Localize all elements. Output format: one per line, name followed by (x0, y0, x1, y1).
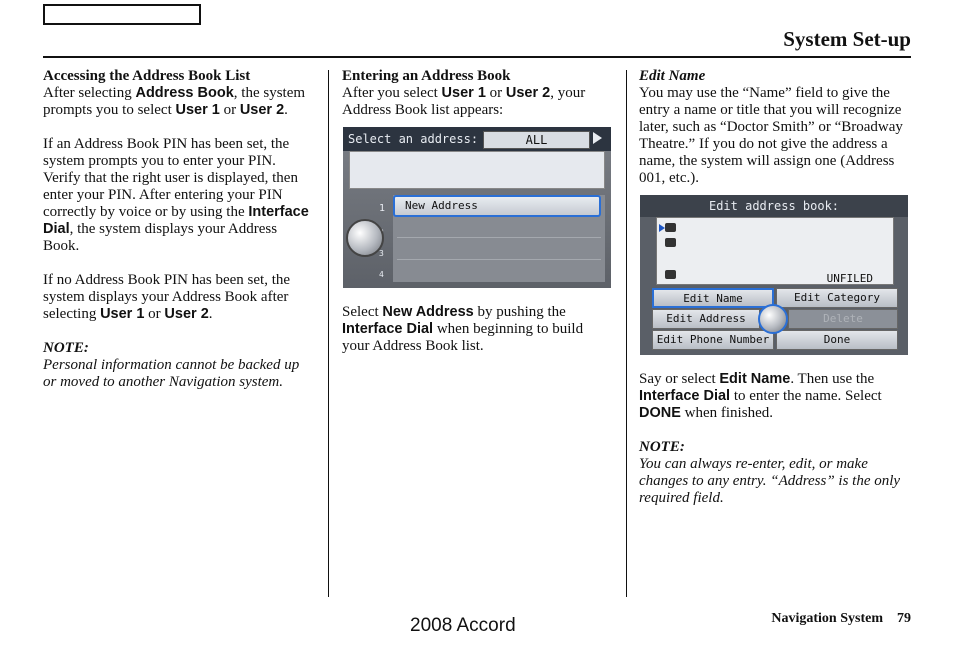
right-arrow-icon[interactable] (593, 132, 602, 144)
column-divider (626, 70, 627, 597)
footer-book-title: Navigation System (771, 611, 883, 626)
note-text: Personal information cannot be backed up or moved to another Navigation system. (43, 357, 300, 390)
paragraph: If an Address Book PIN has been set, the system prompts you to enter your PIN. Verify that the right user is displayed, then enter your PIN. After entering your PIN correctly by voice or by using the Interface Dial, the system displays your Address Book. (43, 136, 309, 254)
address-icon (665, 238, 676, 247)
address-list-screenshot (343, 127, 611, 288)
page-title: System Set-up (783, 27, 911, 51)
address-display-field (349, 151, 605, 189)
paragraph: Select New Address by pushing the Interface Dial when beginning to build your Address Book list. (342, 304, 584, 354)
paragraph: After you select User 1 or User 2, your Address Book list appears: (342, 85, 586, 118)
filter-all-button[interactable]: ALL (483, 131, 590, 149)
paragraph: After selecting Address Book, the system prompts you to select User 1 or User 2. (43, 85, 306, 118)
category-value: UNFILED (826, 272, 873, 285)
column-divider (328, 70, 329, 597)
edit-name-button[interactable]: Edit Name (652, 288, 774, 308)
edit-category-button[interactable]: Edit Category (776, 288, 898, 308)
heading-entering-address-book: Entering an Address Book (342, 68, 511, 84)
column-3 (639, 68, 911, 507)
row-number: 1 (379, 203, 386, 214)
paragraph: If no Address Book PIN has been set, the system displays your Address Book after selecting User 1 or User 2. (43, 272, 291, 322)
note-label: NOTE: (639, 439, 685, 455)
footer-page-info (771, 611, 911, 627)
page-number: 79 (897, 611, 911, 626)
heading-accessing-address-book: Accessing the Address Book List (43, 68, 251, 84)
phone-icon (665, 270, 676, 279)
delete-button[interactable]: Delete (788, 309, 898, 329)
title-rule (43, 56, 911, 58)
heading-edit-name: Edit Name (639, 68, 706, 84)
row-number: 3 (379, 249, 384, 258)
done-button[interactable]: Done (776, 330, 898, 350)
screen-prompt: Select an address: (348, 132, 479, 146)
row-number: 4 (379, 270, 384, 279)
note-label: NOTE: (43, 340, 89, 356)
edit-phone-number-button[interactable]: Edit Phone Number (652, 330, 774, 350)
edit-address-book-screenshot (640, 195, 908, 355)
new-address-item[interactable]: New Address (393, 195, 601, 217)
name-icon (665, 223, 676, 232)
footer-model: 2008 Accord (410, 615, 516, 636)
section-tab-box (43, 4, 201, 25)
paragraph: Say or select Edit Name. Then use the Interface Dial to enter the name. Select DONE when finished. (639, 371, 882, 421)
screen-title: Edit address book: (640, 195, 908, 217)
edit-address-button[interactable]: Edit Address (652, 309, 760, 329)
column-2 (342, 68, 614, 372)
column-1 (43, 68, 315, 391)
paragraph: You may use the “Name” field to give the entry a name or title that you will recognize later, such as “Doctor Smith” or “Broadway Theatre.” If you do not give the address a name, the system will assign one (Address 001, etc.). (639, 85, 903, 186)
note-text: You can always re-enter, edit, or make changes to any entry. “Address” is the only required field. (639, 456, 901, 506)
interface-dial-icon (346, 219, 384, 257)
interface-dial-icon (758, 304, 788, 334)
entry-info-panel (656, 217, 894, 285)
